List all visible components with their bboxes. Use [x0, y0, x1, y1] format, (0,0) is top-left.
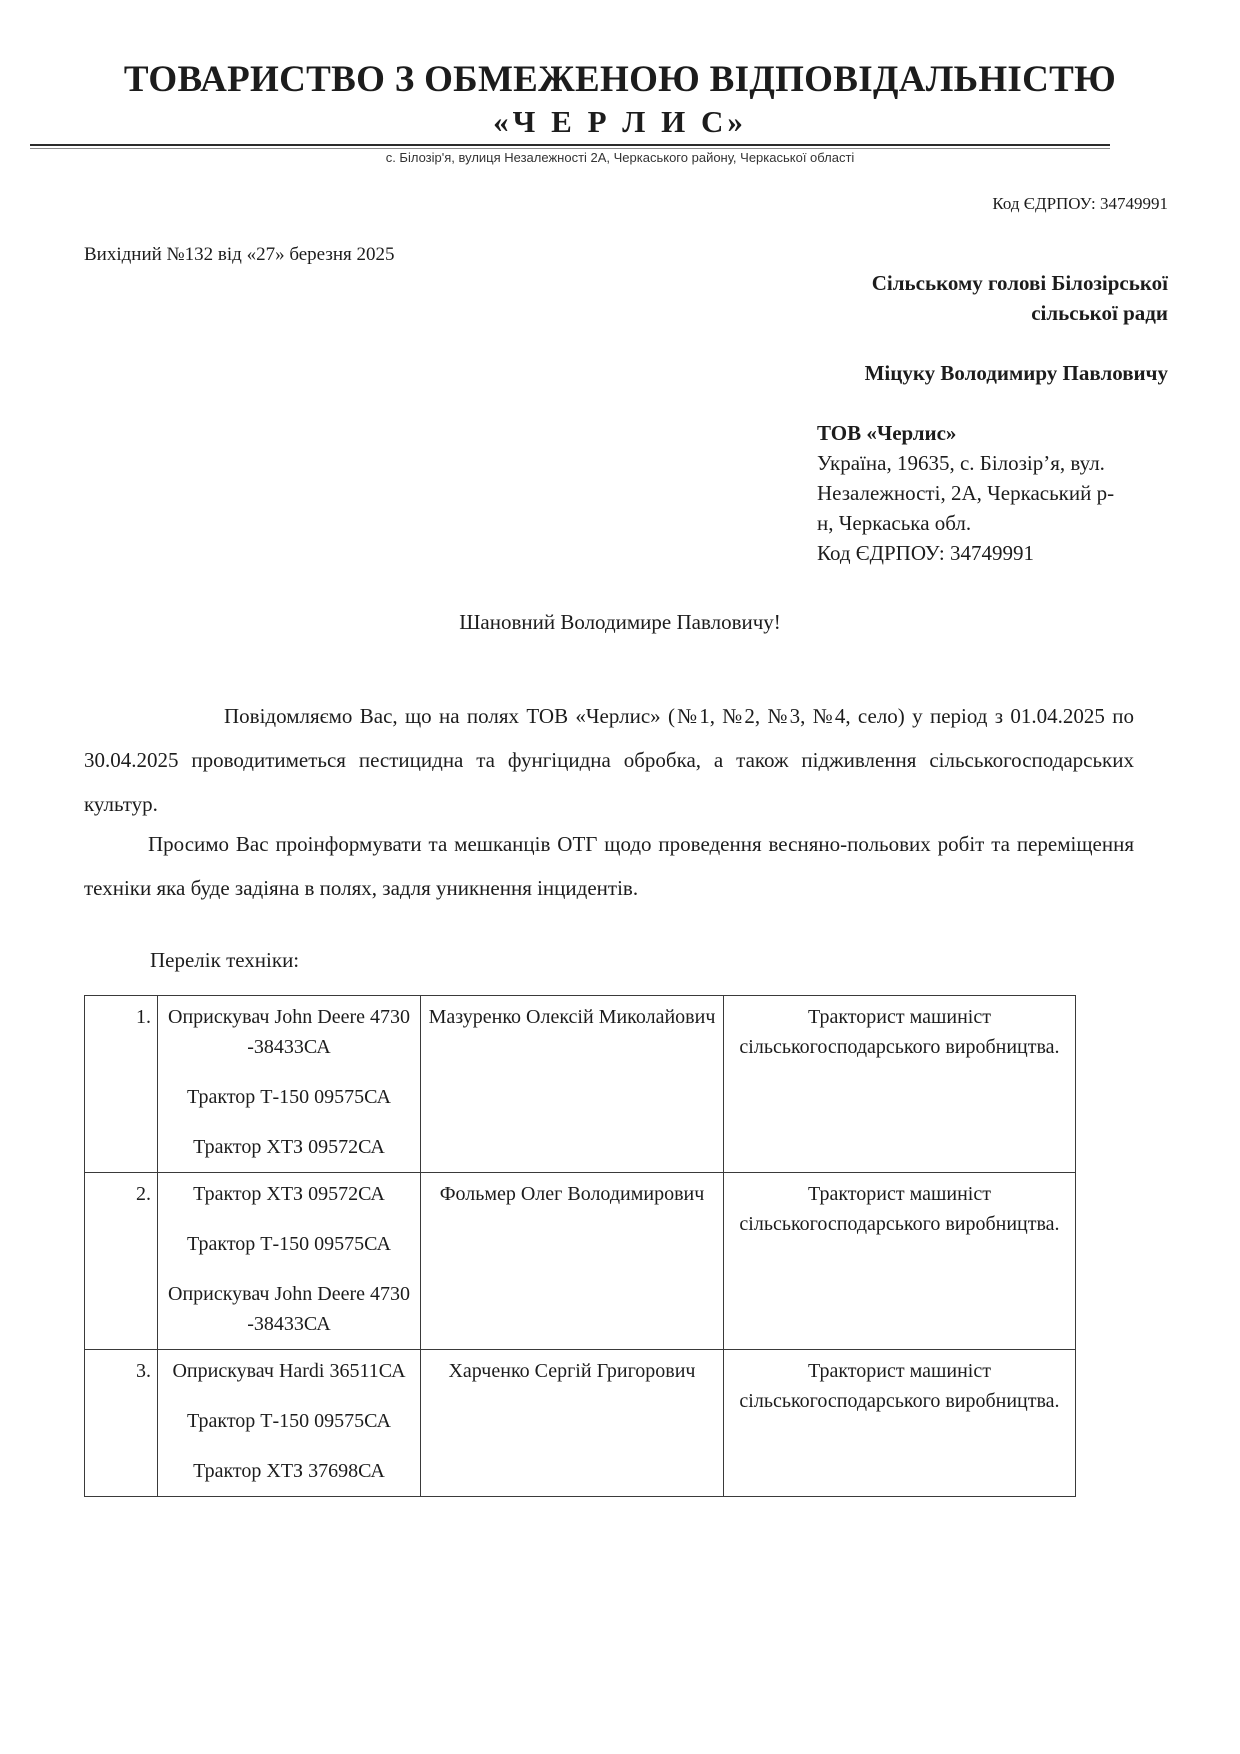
operator-name: Харченко Сергій Григорович: [421, 1350, 724, 1497]
machines-cell: [158, 996, 421, 1173]
machine-item: Трактор ХТЗ 09572СА: [193, 1136, 385, 1158]
machines-cell: [158, 1173, 421, 1350]
letterhead-divider-thin: [30, 148, 1110, 149]
machine-item: Оприскувач John Deere 4730 -38433СА: [168, 1283, 410, 1335]
table-row: [85, 1350, 1076, 1497]
operator-name: Фольмер Олег Володимирович: [421, 1173, 724, 1350]
sender-name: ТОВ «Черлис»: [817, 421, 957, 445]
salutation: Шановний Володимире Павловичу!: [459, 610, 781, 634]
operator-position: Тракторист машиніст сільськогосподарського виробництва.: [724, 1350, 1076, 1497]
body-paragraph-notice: Повідомляємо Вас, що на полях ТОВ «Черлис» (№1, №2, №3, №4, село) у період з 01.04.2025 по 30.04.2025 проводитиметься пестицидна та фунгіцидна обробка, а також підживлення сільськогосподарських культур.: [84, 704, 1134, 816]
letterhead-title: ТОВАРИСТВО З ОБМЕЖЕНОЮ ВІДПОВІДАЛЬНІСТЮ: [123, 59, 1117, 100]
sender-address-line: н, Черкаська обл.: [817, 511, 972, 535]
machine-item: Трактор Т-150 09575СА: [187, 1410, 391, 1432]
equipment-table: [84, 995, 1076, 1497]
sender-block: [817, 418, 1114, 568]
operator-name: Мазуренко Олексій Миколайович: [421, 996, 724, 1173]
table-row: [85, 996, 1076, 1173]
sender-address-line: Незалежності, 2А, Черкаський р-: [817, 481, 1115, 505]
outgoing-number: Вихідний №132 від «27» березня 2025: [84, 244, 395, 265]
row-number: 1.: [85, 996, 158, 1173]
operator-position: Тракторист машиніст сільськогосподарського виробництва.: [724, 1173, 1076, 1350]
machine-item: Трактор ХТЗ 37698СА: [193, 1460, 385, 1482]
addressee-title-line1: Сільському голові Білозірської: [871, 271, 1168, 295]
table-row: [85, 1173, 1076, 1350]
sender-edrpou: Код ЄДРПОУ: 34749991: [817, 541, 1034, 565]
company-edrpou: Код ЄДРПОУ: 34749991: [992, 194, 1168, 213]
machine-item: Оприскувач Hardi 36511СА: [172, 1360, 406, 1382]
row-number: 3.: [85, 1350, 158, 1497]
machine-item: Трактор ХТЗ 09572СА: [193, 1183, 385, 1205]
sender-address-line: Україна, 19635, с. Білозір’я, вул.: [817, 451, 1105, 475]
company-name: «Ч Е Р Л И С»: [493, 104, 747, 139]
machine-item: Оприскувач John Deere 4730 -38433СА: [168, 1006, 410, 1058]
body-paragraph-request: Просимо Вас проінформувати та мешканців ОТГ щодо проведення весняно-польових робіт та переміщення техніки яка буде задіяна в полях, задля уникнення інцидентів.: [84, 832, 1134, 900]
letterhead-address: с. Білозір'я, вулиця Незалежності 2А, Черкаського району, Черкаської області: [385, 150, 855, 165]
machine-item: Трактор Т-150 09575СА: [187, 1233, 391, 1255]
machines-cell: [158, 1350, 421, 1497]
letterhead-divider: [30, 144, 1110, 146]
operator-position: Тракторист машиніст сільськогосподарського виробництва.: [724, 996, 1076, 1173]
equipment-list-title: Перелік техніки:: [150, 948, 300, 972]
addressee-title-line2: сільської ради: [1031, 301, 1168, 325]
addressee-name: Міцуку Володимиру Павловичу: [864, 361, 1168, 385]
row-number: 2.: [85, 1173, 158, 1350]
machine-item: Трактор Т-150 09575СА: [187, 1086, 391, 1108]
